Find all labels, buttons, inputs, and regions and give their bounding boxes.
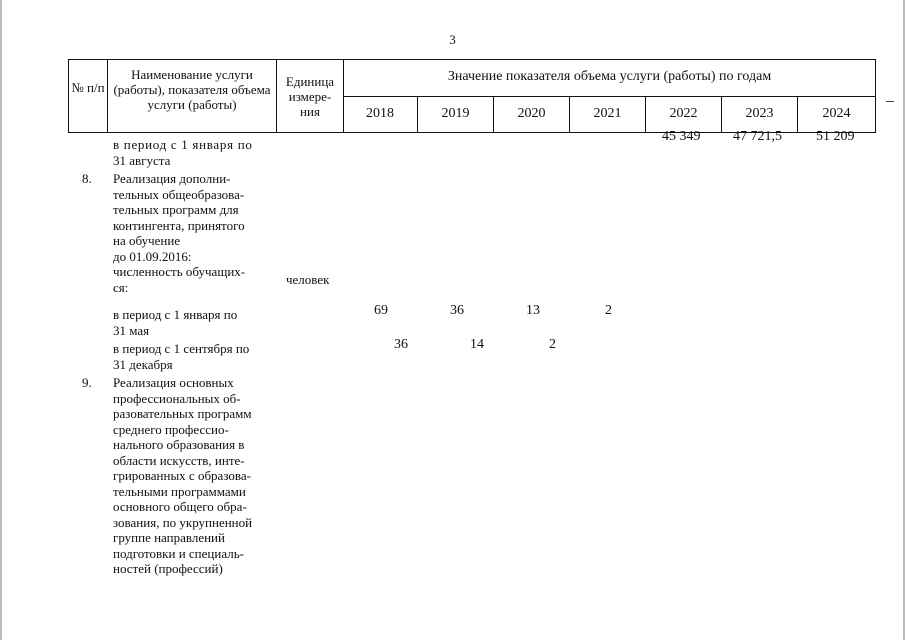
value-2022: 45 349 — [662, 129, 701, 144]
row-8-line: тельных программ для — [113, 202, 239, 217]
row-8-period-1-label — [113, 307, 278, 338]
row-8-line: ся: — [113, 279, 129, 295]
row-9-line: группе направлений — [113, 530, 225, 545]
row-8-line: на обучение — [113, 233, 181, 248]
row-8-description — [113, 171, 278, 295]
row-9-line: ностей (профессий) — [113, 561, 223, 576]
row-9-line: подготовки и специаль- — [113, 545, 244, 561]
row-8-period-2-line-1: в период с 1 сентября по — [113, 341, 250, 356]
header-left-border — [68, 59, 69, 133]
row-8-line: до 01.09.2016: — [113, 248, 192, 264]
row-8-period-2-label — [113, 341, 278, 372]
year-2022: 2022 — [669, 106, 698, 121]
row-8-period-1-value-2021: 2 — [605, 303, 612, 318]
row-9-line: тельными программами — [113, 483, 246, 499]
year-2024: 2024 — [822, 106, 851, 121]
continuation-line-2: 31 августа — [113, 152, 171, 168]
row-9-number: 9. — [82, 375, 92, 390]
header-col-name: Наименование услуги (работы), показателя объема услуги (работы) — [113, 67, 271, 112]
continuation-line-1: в период с 1 января по — [113, 137, 253, 152]
page-number: 3 — [449, 32, 456, 47]
row-8-line: численность обучащих- — [113, 264, 246, 279]
row-8-period-1-line-1: в период с 1 января по — [113, 307, 238, 322]
margin-dash — [886, 101, 894, 102]
year-2021: 2021 — [593, 106, 622, 121]
row-8-number: 8. — [82, 171, 92, 186]
year-2023: 2023 — [745, 106, 774, 121]
year-2019: 2019 — [441, 106, 470, 121]
header-col-num: № п/п — [71, 80, 105, 95]
header-col-unit: Единица измере- ния — [285, 74, 335, 119]
row-8-line: Реализация дополни- — [113, 171, 231, 186]
row-8-period-2-line-2: 31 декабря — [113, 356, 173, 372]
col-divider-num — [107, 59, 108, 133]
row-9-line: разовательных программ — [113, 406, 252, 421]
year-2018: 2018 — [366, 106, 394, 121]
value-2023: 47 721,5 — [733, 129, 782, 144]
row-8-line: контингента, принятого — [113, 217, 245, 233]
row-9-line: Реализация основных — [113, 375, 234, 390]
row-8-period-2-value-2021: 2 — [549, 337, 556, 352]
row-8-period-1-line-2: 31 мая — [113, 322, 150, 338]
row-8-period-1-value-2018: 69 — [374, 303, 388, 318]
row-9-line: основного общего обра- — [113, 499, 247, 514]
year-2020: 2020 — [517, 106, 546, 121]
row-9-line: нального образования в — [113, 437, 245, 452]
row-8-line: тельных общеобразова- — [113, 186, 245, 202]
row-8-period-1-value-2019: 36 — [450, 303, 464, 318]
row-8-period-1-value-2020: 13 — [526, 303, 540, 318]
row-8-unit: человек — [286, 272, 330, 287]
value-2024: 51 209 — [816, 129, 855, 144]
row-9-line: области искусств, инте- — [113, 452, 245, 468]
header-top-border — [68, 59, 876, 60]
header-right-border — [875, 59, 876, 133]
scan-edge-left — [0, 0, 2, 640]
row-9-line: профессиональных об- — [113, 390, 241, 406]
row-8-period-2-value-2020: 14 — [470, 337, 484, 352]
header-values-title: Значение показателя объема услуги (работы) по годам — [447, 69, 772, 84]
continuation-row-label — [113, 137, 278, 168]
row-9-line: грированных с образова- — [113, 468, 251, 483]
row-9-line: зования, по укрупненной — [113, 514, 253, 530]
row-8-period-2-value-2019: 36 — [394, 337, 408, 352]
col-divider-name — [276, 59, 277, 133]
row-9-line: среднего профессио- — [113, 421, 229, 437]
row-9-description — [113, 375, 283, 577]
